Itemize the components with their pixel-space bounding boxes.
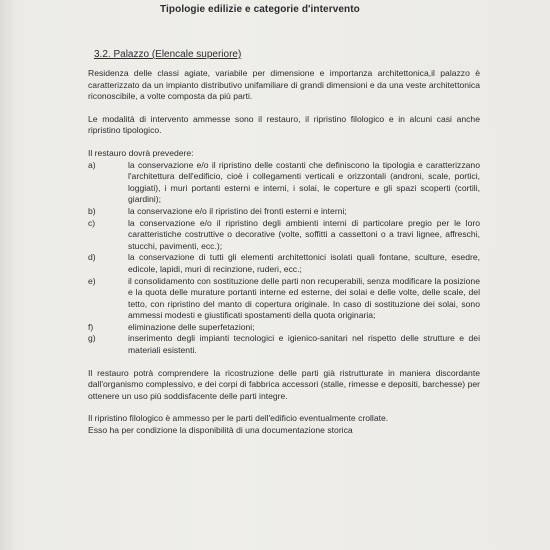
list-item (88, 218, 480, 253)
list-item (88, 333, 480, 356)
list-item-label: a) (88, 159, 96, 170)
paragraph-ripristino-cont: Esso ha per condizione la disponibilità di una documentazione storica (88, 425, 353, 436)
list-item (88, 252, 480, 275)
page-title: Tipologie edilizie e categorie d'intervento (160, 4, 360, 15)
list-item-text: il consolidamento con sostituzione delle parti non recuperabili, senza modificare la posizione e la quota delle murature portanti interne ed esterne, dei solai e delle volte, delle scale, del tetto, con ripristino del manto di copertura originale. In caso di sostituzione dei solai, sono ammessi modesti e giustificati spostamenti della quota originaria; (128, 275, 480, 321)
list-item-text: la conservazione e/o il ripristino degli ambienti interni di particolare pregio per le loro caratteristiche costruttive o decorative (volte, soffitti a cassettoni o a travi lignee, affreschi, stucchi, pavimenti, ecc.); (128, 217, 480, 251)
paragraph-modalita: Le modalità di intervento ammesse sono il restauro, il ripristino filologico e in alcuni casi anche ripristino tipologico. (88, 113, 480, 136)
list-item-text: eliminazione delle superfetazioni; (128, 321, 255, 332)
list-item-label: f) (88, 321, 94, 332)
section-heading: 3.2. Palazzo (Elencale superiore) (94, 49, 242, 60)
paragraph-intro: Residenza delle classi agiate, variabile per dimensione e importanza architettonica,il palazzo è caratterizzato da un impianto distributivo unifamiliare di grandi dimensioni e da una veste architettonica riconoscibile, a volte composta da più parti. (88, 68, 480, 102)
list-item-label: c) (88, 217, 96, 228)
paragraph-restauro-ricostruzione: Il restauro potrà comprendere la ricostruzione delle parti già ristrutturate in maniera discordante dall'organismo complessivo, e dei corpi di fabbrica accessori (stalle, rimesse e depositi, barchesse) per ottenere un uso più soddisfacente delle parti integre. (88, 367, 480, 401)
list-item-label: g) (88, 333, 96, 344)
list-item-label: e) (88, 275, 96, 286)
section-body (88, 68, 480, 437)
paragraph-restauro-intro: Il restauro dovrà prevedere: (88, 147, 194, 158)
list-item-text: la conservazione e/o il ripristino dei fronti esterni e interni; (128, 205, 347, 216)
list-item (88, 160, 480, 206)
list-item (88, 276, 480, 322)
list-item-text: la conservazione e/o il ripristino delle costanti che definiscono la tipologia e caratterizzano l'architettura dell'edificio, cioè i collegamenti verticali e orizzontali (androni, scale, portici, loggiati), i muri portanti esterni e interni, i solai, le coperture e gli spazi scoperti (cortili, giardini); (128, 159, 480, 205)
list-item-label: b) (88, 205, 96, 216)
list-item-text: la conservazione di tutti gli elementi architettonici isolati quali fontane, sculture, esedre, edicole, lapidi, muri di recinzione, ruderi, ecc.; (128, 252, 480, 274)
list-item (88, 206, 480, 218)
list-item-text: inserimento degli impianti tecnologici e igienico-sanitari nel rispetto delle strutture e dei materiali esistenti. (128, 333, 480, 356)
paragraph-ripristino: Il ripristino filologico è ammesso per le parti dell'edificio eventualmente crollate. (88, 413, 389, 424)
list-item-label: d) (88, 252, 96, 263)
list-item (88, 322, 480, 334)
